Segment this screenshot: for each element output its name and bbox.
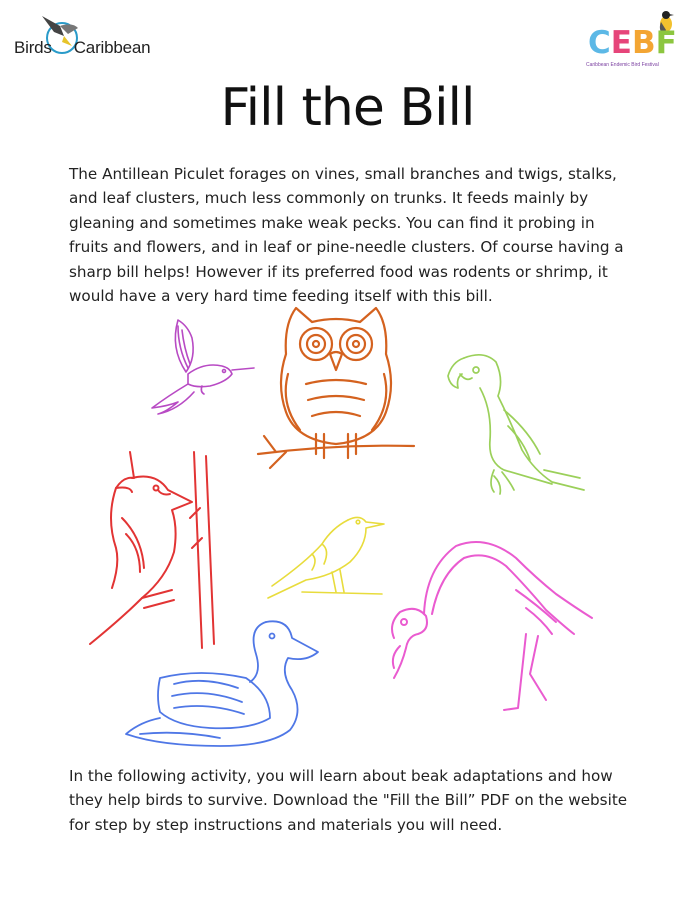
cebf-letter-f: F (655, 25, 677, 61)
cebf-letters (588, 25, 677, 61)
logo-text-birds: Birds (14, 38, 52, 57)
birdscaribbean-wordmark (14, 38, 150, 58)
birdscaribbean-logo (14, 12, 154, 68)
owl-icon (256, 304, 416, 470)
parrot-icon (444, 350, 586, 502)
intro-paragraph: The Antillean Piculet forages on vines, small branches and twigs, stalks, and leaf clusters, much less commonly on trunks. It feeds mainly by gleaning and sometimes make weak pecks. You can find it probing in fruits and flowers, and in leaf or pine-needle clusters. Of course having a sharp bill helps! However if its preferred food was rodents or shrimp, it would have a very hard time feeding itself with this bill. (69, 165, 624, 306)
songbird-icon (262, 510, 386, 606)
bird-illustrations (0, 300, 695, 760)
cebf-logo (584, 10, 684, 70)
logo-text-caribbean: Caribbean (73, 38, 151, 57)
page-title: Fill the Bill (220, 78, 475, 138)
cebf-letter-e: E (610, 25, 632, 61)
activity-paragraph: In the following activity, you will learn about beak adaptations and how they help birds to survive. Download the "Fill the Bill” PDF on the website for step by step instructions and materials you will need. (69, 767, 628, 834)
cebf-subtitle: Caribbean Endemic Bird Festival (586, 62, 659, 68)
flamingo-icon (386, 538, 596, 712)
cebf-letter-c: C (588, 25, 611, 61)
duck-icon (120, 618, 322, 750)
hummingbird-icon (148, 318, 258, 414)
cebf-letter-b: B (631, 25, 656, 61)
